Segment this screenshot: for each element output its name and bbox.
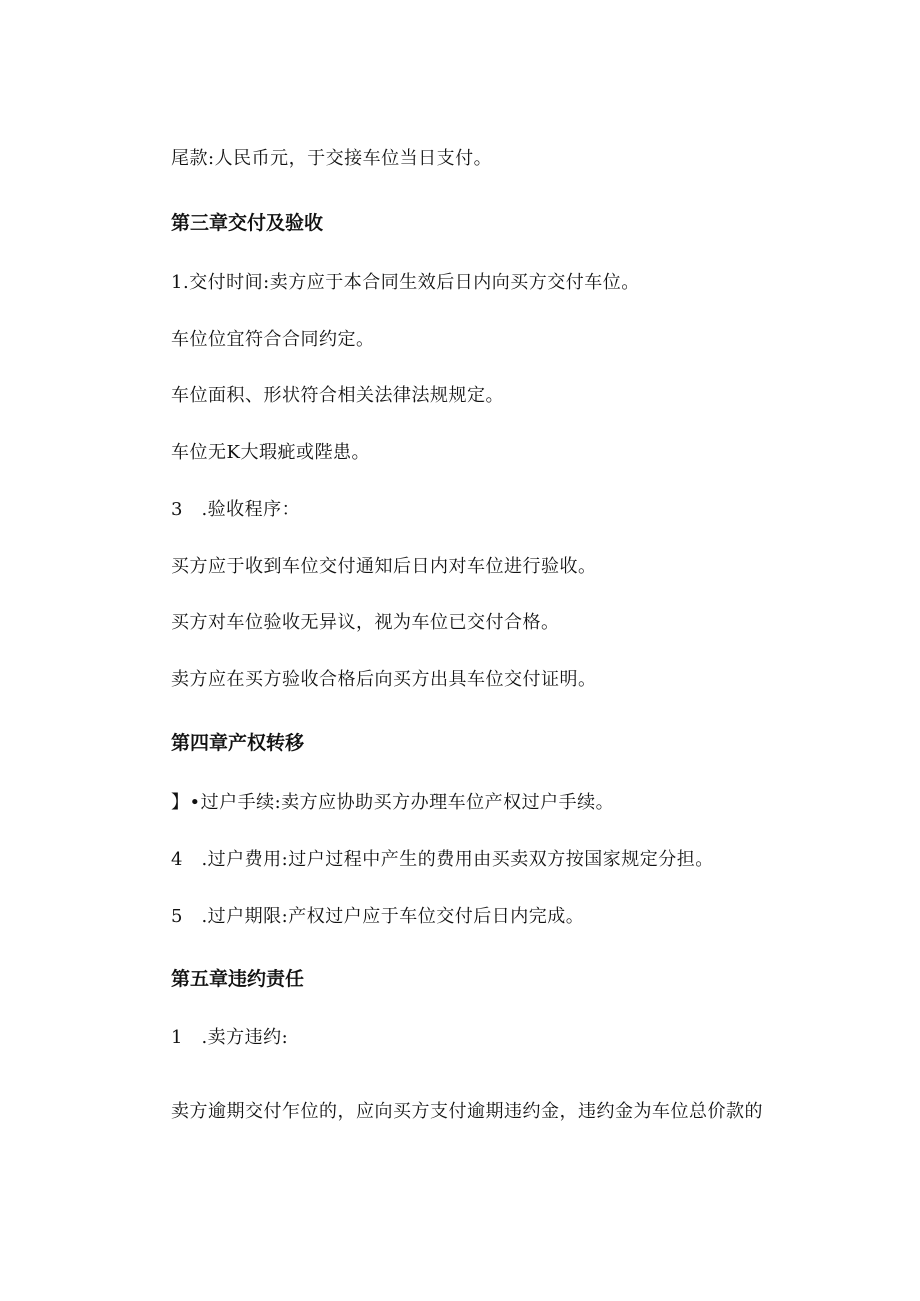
text-line: 买方应于收到车位交付通知后日内对车位进行验收。	[171, 556, 597, 577]
text-line: 】•过户手续:卖方应协助买方办理车位产权过户手续。	[171, 792, 615, 813]
chapter-heading: 第三章交付及验收	[171, 212, 324, 234]
text-line: 车位无K大瑕疵或陛患。	[171, 442, 370, 463]
text-line: 买方对车位验收无异议，视为车位已交付合格。	[171, 612, 560, 633]
text-line: 1.交付时间:卖方应于本合同生效后日内向买方交付车位。	[171, 272, 640, 293]
chapter-heading: 第四章产权转移	[171, 732, 305, 754]
chapter-heading: 第五章违约责任	[171, 968, 305, 990]
text-line: 卖方逾期交付乍位的，应向买方支付逾期违约金，违约金为车位总价款的	[171, 1101, 763, 1122]
text-line: 卖方应在买方验收合格后向买方出具车位交付证明。	[171, 669, 597, 690]
text-line: 3 .验收程序：	[171, 499, 301, 520]
text-line: 车位位宜符合合同约定。	[171, 329, 375, 350]
text-line: 4 .过户费用:过户过程中产生的费用由买卖双方按国家规定分担。	[171, 849, 714, 870]
text-line: 车位面积、形状符合相关法律法规规定。	[171, 385, 504, 406]
text-line: 尾款:人民币元，于交接车位当日支付。	[171, 148, 493, 169]
text-line: 1 .卖方违约:	[171, 1027, 289, 1048]
text-line: 5 .过户期限:产权过户应于车位交付后日内完成。	[171, 906, 585, 927]
